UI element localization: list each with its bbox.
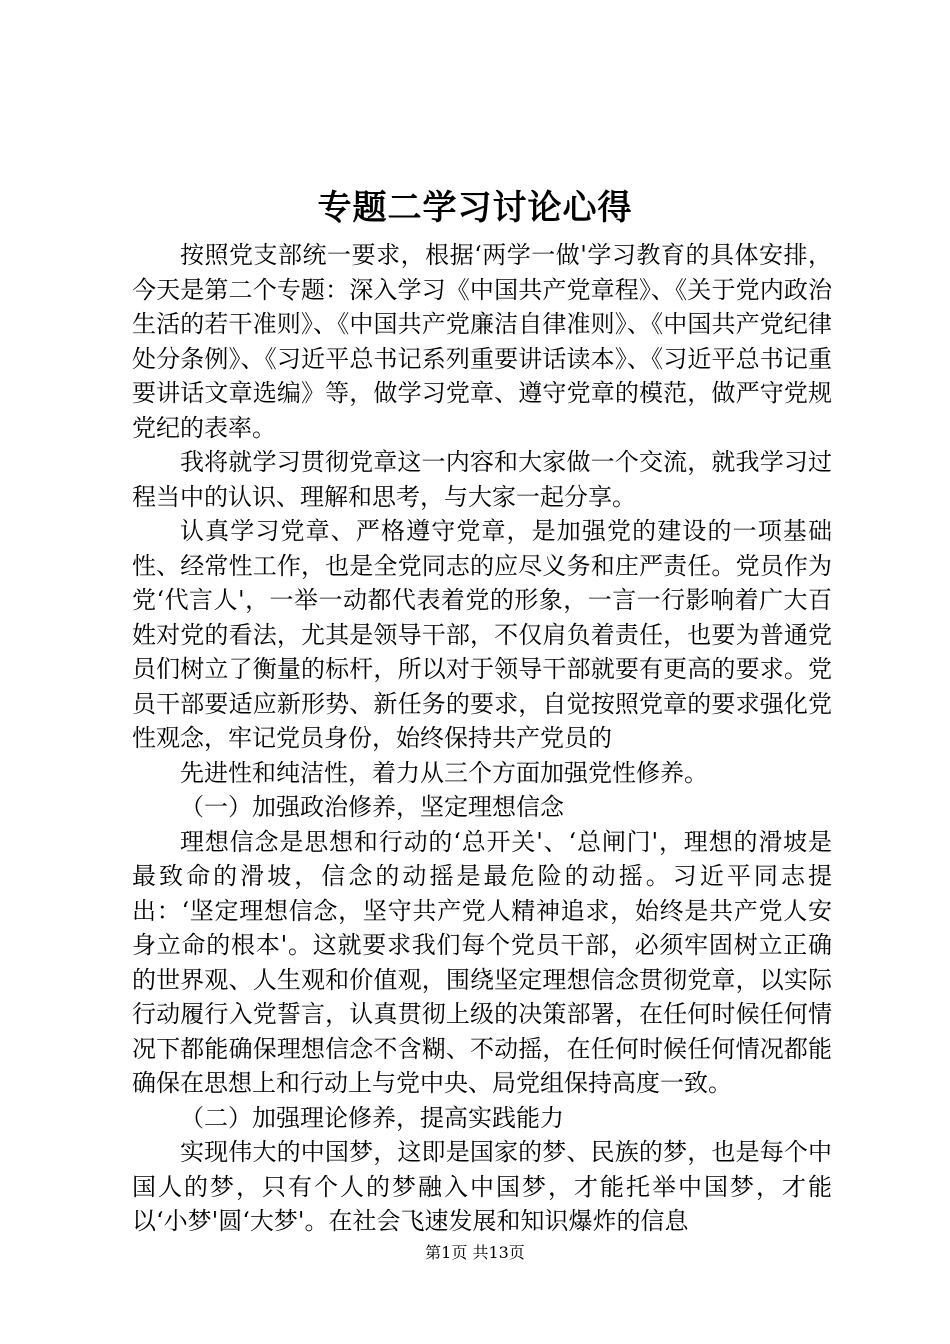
paragraph: 理想信念是思想和行动的‘总开关'、‘总闸门'，理想的滑坡是最致命的滑坡，信念的动摇是最危险的动摇。习近平同志提出：‘坚定理想信念，坚守共产党人精神追求，始终是共产党人安身立命的根本'。这就要求我们每个党员干部，必须牢固树立正确的世界观、人生观和价值观，围绕坚定理想信念贯彻党章，以实际行动履行入党誓言，认真贯彻上级的决策部署，在任何时候任何情况下都能确保理想信念不含糊、不动摇，在任何时候任何情况都能确保在思想上和行动上与党中央、局党组保持高度一致。 xyxy=(132,827,832,1097)
page-footer: 第1页 共13页 xyxy=(425,1243,525,1262)
paragraph: 实现伟大的中国梦，这即是国家的梦、民族的梦，也是每个中国人的梦，只有个人的梦融入中国梦，才能托举中国梦，才能以‘小梦'圆‘大梦'。在社会飞速发展和知识爆炸的信息 xyxy=(132,1138,832,1235)
document-title: 专题二学习讨论心得 xyxy=(317,188,633,228)
paragraph: 认真学习党章、严格遵守党章，是加强党的建设的一项基础性、经常性工作，也是全党同志的应尽义务和庄严责任。党员作为党‘代言人'，一举一动都代表着党的形象，一言一行影响着广大百姓对党的看法，尤其是领导干部，不仅肩负着责任，也要为普通党员们树立了衡量的标杆，所以对于领导干部就要有更高的要求。党员干部要适应新形势、新任务的要求，自觉按照党章的要求强化党性观念，牢记党员身份，始终保持共产党员的 xyxy=(132,517,832,752)
paragraph: 按照党支部统一要求，根据‘两学一做'学习教育的具体安排，今天是第二个专题：深入学习《中国共产党章程》、《关于党内政治生活的若干准则》、《中国共产党廉洁自律准则》、《中国共产党纪律处分条例》、《习近平总书记系列重要讲话读本》、《习近平总书记重要讲话文章选编》等，做学习党章、遵守党章的模范，做严守党规党纪的表率。 xyxy=(132,241,832,442)
paragraph-continuation: 先进性和纯洁性，着力从三个方面加强党性修养。 xyxy=(180,758,708,787)
document-body xyxy=(132,238,832,1239)
section-heading: （二）加强理论修养，提高实践能力 xyxy=(180,1103,564,1132)
paragraph: 我将就学习贯彻党章这一内容和大家做一个交流，就我学习过程当中的认识、理解和思考，与大家一起分享。 xyxy=(132,448,832,511)
section-heading: （一）加强政治修养，坚定理想信念 xyxy=(180,793,564,821)
